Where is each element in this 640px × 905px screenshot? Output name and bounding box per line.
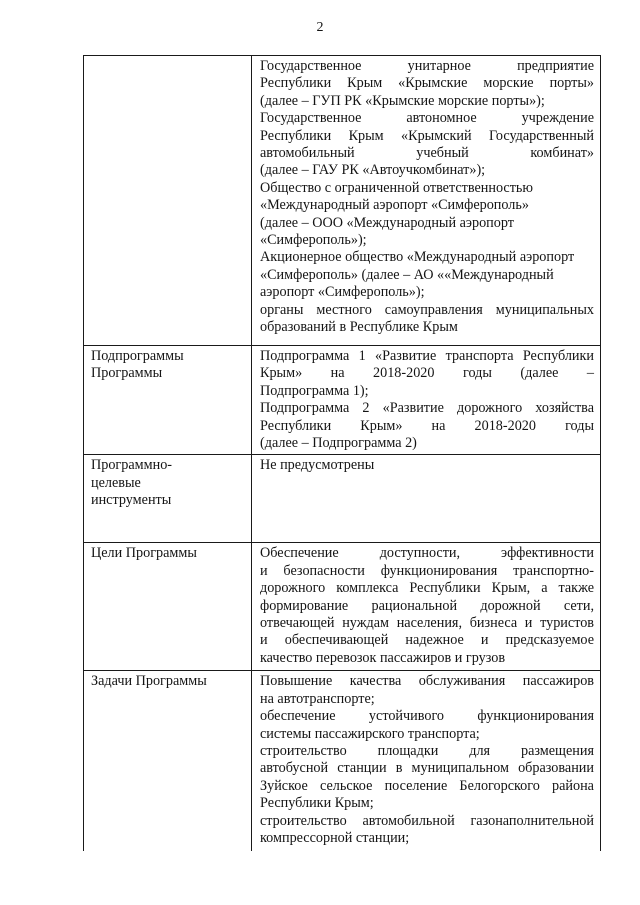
- label-cell: [84, 56, 252, 346]
- label-cell: [84, 346, 252, 455]
- table-row-instruments: [84, 455, 601, 543]
- content-line: Государственное автономное учреждение: [260, 110, 594, 127]
- content-cell: [252, 455, 601, 543]
- content-line: «Симферополь» (далее – АО ««Международный: [260, 266, 554, 283]
- table-row-executors: [84, 56, 601, 346]
- content-cell: [252, 346, 601, 455]
- content-line: (далее – Подпрограмма 2): [260, 435, 417, 452]
- row-label: Задачи Программы: [91, 673, 207, 690]
- content-line: строительство автомобильной газонаполнительной: [260, 812, 594, 829]
- content-line: аэропорт «Симферополь»);: [260, 284, 425, 301]
- content-line: на автотранспорте;: [260, 690, 375, 707]
- content-line: компрессорной станции;: [260, 830, 410, 847]
- row-label: Программно- целевые инструменты: [91, 457, 173, 509]
- content-line: (далее – ГУП РК «Крымские морские порты»);: [260, 92, 545, 109]
- content-line: (далее – ООО «Международный аэропорт: [260, 214, 514, 231]
- table-row-subprograms: [84, 346, 601, 455]
- content-line: Не предусмотрены: [260, 457, 375, 474]
- row-label: Цели Программы: [91, 545, 197, 562]
- table-row-tasks: [84, 671, 601, 851]
- content-line: Зуйское сельское поселение Белогорского района: [260, 777, 594, 794]
- content-line: отвечающей нуждам населения, бизнеса и туристов: [260, 615, 594, 632]
- content-line: автомобильный учебный комбинат»: [260, 145, 594, 162]
- content-line: автобусной станции в муниципальном образовании: [260, 760, 594, 777]
- content-line: обеспечение устойчивого функционирования: [260, 708, 594, 725]
- content-line: (далее – ГАУ РК «Автоучкомбинат»);: [260, 162, 486, 179]
- content-line: Обеспечение доступности, эффективности: [260, 545, 594, 562]
- content-line: «Симферополь»);: [260, 232, 367, 249]
- content-line: Общество с ограниченной ответственностью: [260, 179, 533, 196]
- content-line: и безопасности функционирования транспортно-: [260, 562, 594, 579]
- content-line: Подпрограмма 2 «Развитие дорожного хозяйства: [260, 400, 594, 417]
- content-line: качество перевозок пассажиров и грузов: [260, 649, 506, 666]
- label-cell: [84, 455, 252, 543]
- content-line: дорожного комплекса Республики Крым, а также: [260, 580, 594, 597]
- content-line: «Международный аэропорт «Симферополь»: [260, 197, 529, 214]
- content-line: Государственное унитарное предприятие: [260, 58, 594, 74]
- page-number: 2: [316, 20, 324, 35]
- program-passport-table: [83, 55, 601, 851]
- content-line: Республики Крым» на 2018-2020 годы: [260, 417, 594, 434]
- content-line: Подпрограмма 1 «Развитие транспорта Республики: [260, 348, 594, 364]
- content-cell: [252, 671, 601, 851]
- content-line: системы пассажирского транспорта;: [260, 725, 480, 742]
- content-line: Акционерное общество «Международный аэропорт: [260, 249, 575, 266]
- content-line: Республики Крым;: [260, 795, 374, 812]
- row-label: Подпрограммы Программы: [91, 348, 184, 382]
- content-line: Крым» на 2018-2020 годы (далее –: [260, 365, 594, 382]
- content-line: формирование рациональной дорожной сети,: [260, 597, 594, 614]
- table-row-goals: [84, 543, 601, 671]
- label-cell: [84, 543, 252, 671]
- content-line: и обеспечивающей надежное и предсказуемое: [260, 632, 594, 649]
- content-cell: [252, 56, 601, 346]
- content-cell: [252, 543, 601, 671]
- content-line: Повышение качества обслуживания пассажиров: [260, 673, 594, 690]
- label-cell: [84, 671, 252, 851]
- content-line: образований в Республике Крым: [260, 319, 458, 336]
- content-line: строительство площадки для размещения: [260, 743, 594, 760]
- content-line: Республики Крым «Крымский Государственный: [260, 127, 594, 144]
- content-line: Подпрограмма 1);: [260, 382, 369, 399]
- content-line: Республики Крым «Крымские морские порты»: [260, 75, 594, 92]
- content-line: органы местного самоуправления муниципальных: [260, 301, 594, 318]
